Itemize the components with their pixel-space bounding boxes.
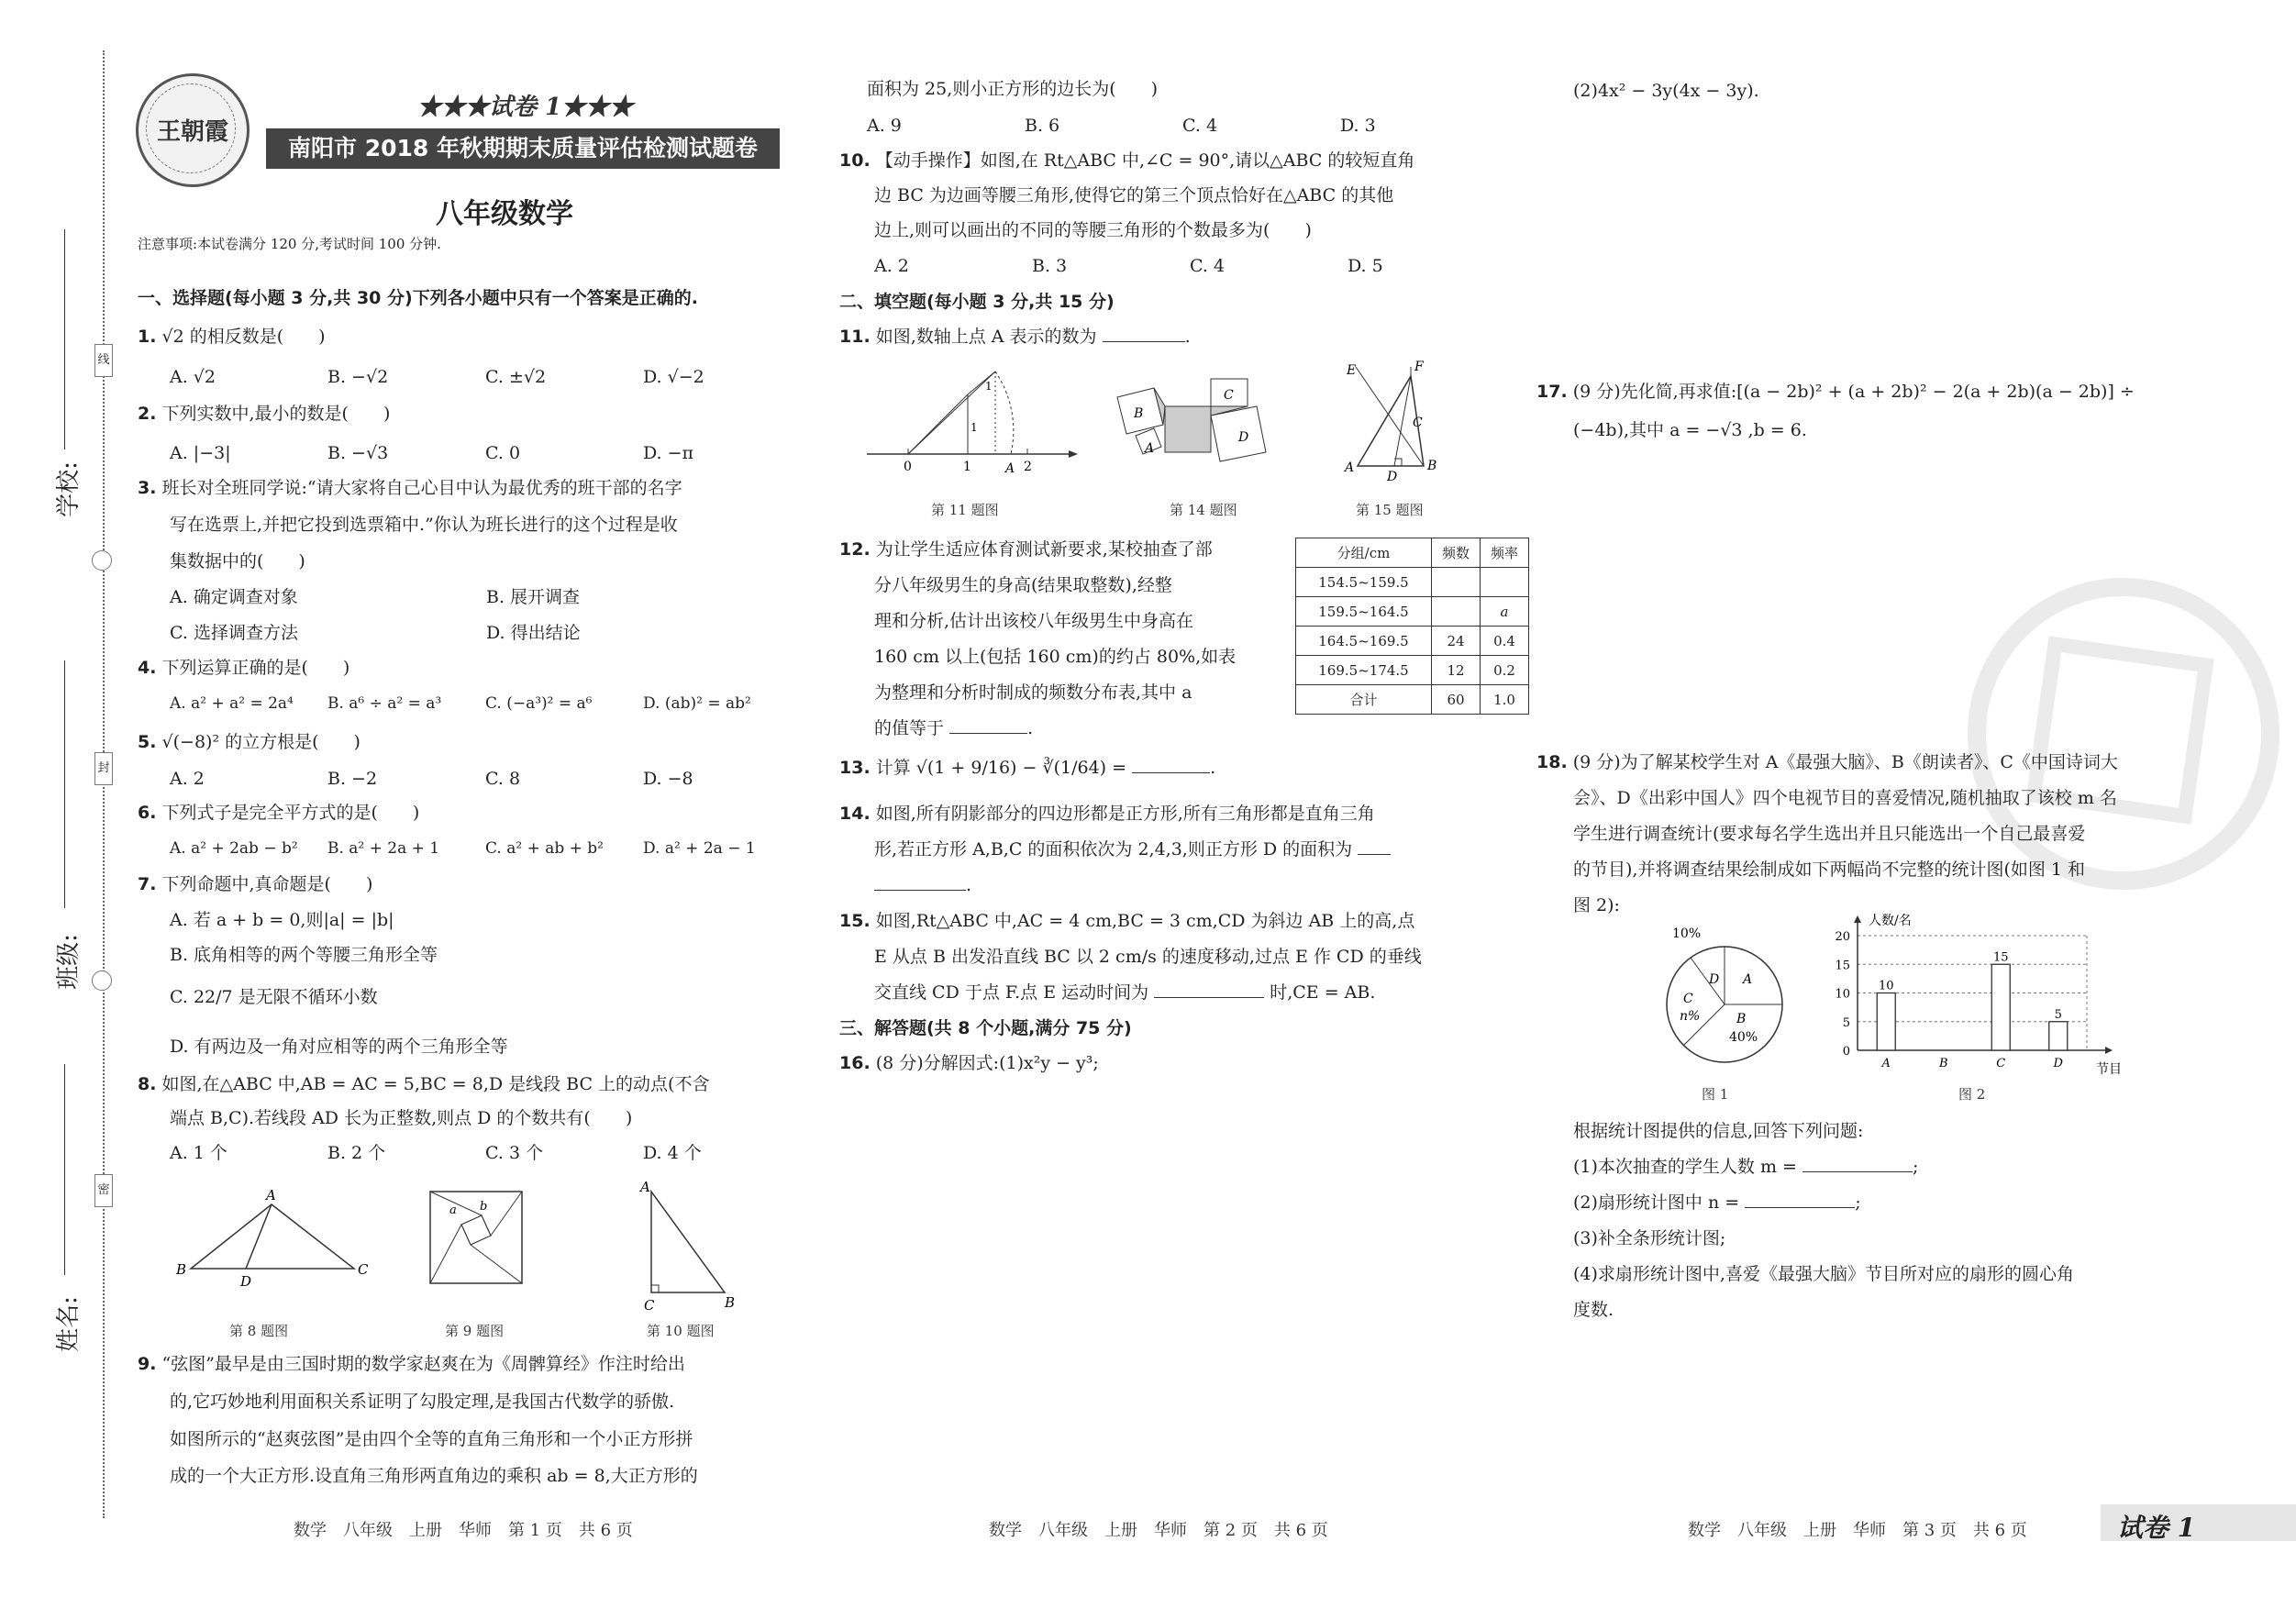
question-10 [839,143,1500,178]
section1-title: 一、选择题(每小题 3 分,共 30 分)下列各小题中只有一个答案是正确的. [138,288,698,308]
q18-line-5: 图 2): [1573,895,1620,915]
q9-number: 9. [138,1354,157,1374]
logo-badge [136,73,250,187]
q5-stem: √(−8)² 的立方根是( ) [161,732,360,752]
question-15 [839,904,1414,938]
question-9 [138,1347,807,1381]
x-tick-label: B [1938,1057,1948,1070]
q10-line-3: 边上,则可以画出的不同的等腰三角形的个数最多为( ) [874,220,1312,240]
data-label: 5 [2054,1007,2062,1022]
fig8-label-b: B [176,1261,187,1278]
q8-line-1: 如图,在△ABC 中,AB = AC = 5,BC = 8,D 是线段 BC 上的动点(不含 [161,1074,710,1094]
q15-answer-blank[interactable] [1154,977,1264,998]
q9-option-b[interactable]: B. 6 [1025,116,1060,136]
question-8 [138,1067,807,1102]
q17-number: 17. [1536,382,1568,402]
logo-text: 王朝霞 [156,118,228,146]
x-tick-label: A [1881,1057,1891,1070]
caption-fig8: 第 8 题图 [229,1323,289,1339]
bar [2049,1022,2068,1050]
fig11-label-0: 0 [904,460,912,474]
fig8-label-a: A [266,1188,276,1203]
binding-circle-1 [92,550,112,571]
bar [1877,993,1895,1051]
y-tick-label: 5 [1842,1015,1850,1030]
fig14-label-b: B [1134,406,1144,421]
q18-line-1: (9 分)为了解某校学生对 A《最强大脑》、B《朗读者》、C《中国诗词大 [1572,752,2118,772]
question-1 [138,319,807,354]
caption-fig11: 第 11 题图 [931,502,999,518]
paper-tag: ★★★试卷 1★★★ [417,94,634,121]
table-cell: 0.2 [1481,656,1529,685]
binding-tag-3: 密 [94,1174,113,1207]
table-row [1296,685,1529,715]
fig9-line-2 [491,1192,522,1236]
q1-stem: √2 的相反数是( ) [161,327,326,347]
q18-m-blank[interactable] [1802,1151,1913,1172]
question-6 [138,795,807,830]
q12-line-6: 的值等于 . [874,711,1033,746]
notice: 注意事项:本试卷满分 120 分,考试时间 100 分钟. [138,236,441,252]
q9-line-1: “弦图”最早是由三国时期的数学家赵爽在为《周髀算经》作注时给出 [161,1354,685,1374]
question-4 [138,650,807,685]
y-tick-label: 15 [1835,959,1850,973]
table-row [1296,627,1529,656]
question-7 [138,867,807,902]
fig11-hyp-2 [908,372,995,454]
q8-options [170,1136,839,1170]
fig11-label-1: 1 [963,460,971,474]
fig15-label-c: C [1413,416,1423,430]
fig10-label-b: B [725,1294,736,1311]
section3-title: 三、解答题(共 8 个小题,满分 75 分) [839,1018,1132,1038]
q18-number: 18. [1536,752,1568,772]
binding-tag-1: 线 [94,344,113,377]
q1-option-b[interactable]: B. −√2 [327,367,389,387]
q10-option-c[interactable]: C. 4 [1190,256,1226,276]
q10-option-b[interactable]: B. 3 [1032,256,1068,276]
table-cell: a [1481,597,1529,627]
q15-line-3-text: 交直线 CD 于点 F.点 E 运动时间为 [874,982,1149,1003]
figure-15 [1339,358,1459,486]
corner-tag [2101,1504,2296,1541]
question-16 [839,1046,1099,1081]
q1-number: 1. [138,327,157,347]
q15-line-1: 如图,Rt△ABC 中,AC = 4 cm,BC = 3 cm,CD 为斜边 AB 上的高,点 [875,911,1415,931]
fig10-right-angle [651,1285,659,1292]
q3-options-row1 [170,580,839,615]
table-cell: 169.5~174.5 [1296,656,1432,685]
x-tick-label: C [1996,1057,2006,1070]
table-cell: 159.5~164.5 [1296,597,1432,627]
question-2 [138,396,807,431]
q4-option-b[interactable]: B. a⁶ ÷ a² = a³ [327,694,442,713]
q5-option-c[interactable]: C. 8 [485,769,521,789]
question-3 [138,471,807,505]
bar-chart-xlabel: 节目 [2096,1062,2122,1077]
pie-label-10pct: 10% [1672,926,1702,941]
subject-title: 八年级数学 [436,198,573,230]
q5-options [170,761,839,796]
question-5 [138,725,807,760]
bar-chart-ylabel: 人数/名 [1869,914,1912,928]
binding-circle-2 [92,970,112,991]
caption-fig14: 第 14 题图 [1170,502,1237,518]
fig9-inner-square [461,1215,491,1245]
q8-option-d[interactable]: D. 4 个 [643,1143,702,1163]
q7-option-c[interactable]: C. 22/7 是无限不循环小数 [170,987,378,1007]
q18-line-4: 的节目),并将调查结果绘制成如下两幅尚不完整的统计图(如图 1 和 [1573,859,2086,880]
q10-line-1: 【动手操作】如图,在 Rt△ABC 中,∠C = 90°,请以△ABC 的较短直角 [875,150,1415,171]
q14-number: 14. [839,804,871,824]
q14-answer-blank-2[interactable] [874,870,966,891]
q18-part1-text: (1)本次抽查的学生人数 m = [1573,1157,1797,1177]
q10-number: 10. [839,150,871,171]
fig10-label-c: C [644,1297,655,1314]
fig14-center-square [1165,406,1211,452]
name-field[interactable] [64,1064,65,1275]
q15-number: 15. [839,911,871,931]
q9-option-a[interactable]: A. 9 [867,116,902,136]
fig15-label-e: E [1347,363,1357,378]
y-tick-label: 0 [1842,1045,1850,1059]
school-label: 学校: [54,461,83,517]
question-13: 13. 计算 √(1 + 9/16) − ∛(1/64) = . [839,750,1215,785]
q4-option-d[interactable]: D. (ab)² = ab² [643,694,751,713]
q16-number: 16. [839,1053,871,1073]
q10-option-a[interactable]: A. 2 [874,256,909,276]
q14-line-3: . [874,868,971,903]
name-label: 姓名: [54,1296,83,1352]
caption-fig9: 第 9 题图 [445,1323,505,1339]
fig14-label-d: D [1238,430,1249,445]
q2-option-c[interactable]: C. 0 [485,443,521,463]
pie-label-d: D [1709,972,1720,987]
table-row [1296,568,1529,597]
q12-number: 12. [839,539,871,560]
banner-title: 南阳市 2018 年秋期期末质量评估检测试题卷 [288,135,758,161]
q12-line-1: 为让学生适应体育测试新要求,某校抽查了部 [875,539,1213,560]
q9-line-2: 的,它巧妙地利用面积关系证明了勾股定理,是我国古代数学的骄傲. [170,1392,675,1412]
q4-number: 4. [138,658,157,678]
q9-option-c[interactable]: C. 4 [1182,116,1218,136]
q18-tail-6: 度数. [1573,1300,1614,1320]
fig15-label-a: A [1345,460,1355,475]
footer-page-3: 数学 八年级 上册 华师 第 3 页 共 6 页 [1688,1521,2027,1540]
q18-n-blank[interactable] [1745,1187,1855,1208]
q18-tail-2: (1)本次抽查的学生人数 m = ; [1573,1149,1918,1184]
q8-option-a[interactable]: A. 1 个 [170,1143,227,1163]
x-tick-label: D [2053,1057,2063,1070]
fig11-leg-label-2: 1 [985,380,993,393]
q14-answer-blank-1[interactable] [1358,834,1391,855]
q7-option-a[interactable]: A. 若 a + b = 0,则|a| = |b| [170,910,394,930]
fig11-label-a: A [1005,461,1015,476]
table-row [1296,656,1529,685]
q16-stem: (8 分)分解因式:(1)x²y − y³; [875,1053,1099,1073]
fig11-arc [995,372,1014,454]
question-12 [839,532,1213,567]
class-field[interactable] [64,660,65,908]
q18-line-3: 学生进行调查统计(要求每名学生选出并且只能选出一个自己最喜爱 [1573,824,2086,844]
q17-line-1: (9 分)先化简,再求值:[(a − 2b)² + (a + 2b)² − 2(a + 2b)(a − 2b)] ÷ [1572,382,2135,402]
table-cell: 154.5~159.5 [1296,568,1432,597]
pie-label-b: B [1736,1012,1747,1026]
q3-option-b[interactable]: B. 展开调查 [486,587,581,607]
fig9-label-b: b [480,1200,488,1214]
question-11: 11. 如图,数轴上点 A 表示的数为 . [839,319,1500,354]
q4-option-c[interactable]: C. (−a³)² = a⁶ [485,694,593,713]
q9-line-3: 如图所示的“赵爽弦图”是由四个全等的直角三角形和一个小正方形拼 [170,1429,693,1449]
q7-stem: 下列命题中,真命题是( ) [161,874,373,894]
q11-number: 11. [839,327,871,347]
fig15-label-d: D [1387,470,1398,484]
table-cell [1432,597,1481,627]
footer-page-2: 数学 八年级 上册 华师 第 2 页 共 6 页 [989,1521,1328,1540]
q10-options [874,249,1535,283]
q3-line-2: 写在选票上,并把它投到选票箱中.”你认为班长进行的这个过程是收 [170,515,678,535]
q1-option-a[interactable]: A. √2 [170,367,216,387]
q14-line-2 [874,832,1391,867]
question-14 [839,796,1375,831]
table-header-cell: 频数 [1432,538,1481,568]
class-label: 班级: [54,934,83,990]
caption-fig10: 第 10 题图 [647,1323,715,1339]
q4-stem: 下列运算正确的是( ) [161,658,350,678]
q15-line-3 [874,975,1375,1010]
q12-line-5: 为整理和分析时制成的频数分布表,其中 a [874,682,1192,703]
q1-option-d[interactable]: D. √−2 [643,367,704,387]
pie-label-c: C [1683,992,1693,1006]
q6-option-b[interactable]: B. a² + 2a + 1 [327,839,440,858]
q18-tail-1: 根据统计图提供的信息,回答下列问题: [1573,1121,1864,1141]
q6-options [170,831,839,866]
q2-stem: 下列实数中,最小的数是( ) [161,404,391,424]
q13-number: 13. [839,758,871,778]
table-header-cell: 分组/cm [1296,538,1432,568]
q3-line-3: 集数据中的( ) [170,551,305,571]
x-axis-arrow [2105,1047,2113,1054]
q2-options [170,436,839,471]
fig9-label-a: a [449,1203,457,1217]
q8-option-b[interactable]: B. 2 个 [327,1143,386,1163]
fig15-label-b: B [1427,459,1437,473]
q14-line-1: 如图,所有阴影部分的四边形都是正方形,所有三角形都是直角三角 [875,804,1375,824]
fig8-label-c: C [358,1261,369,1278]
fig8-triangle [191,1204,354,1269]
caption-fig15: 第 15 题图 [1356,502,1424,518]
table-cell [1432,568,1481,597]
q6-stem: 下列式子是完全平方式的是( ) [161,803,420,823]
table-cell: 0.4 [1481,627,1529,656]
table-header-row [1296,538,1529,568]
q5-option-d[interactable]: D. −8 [643,769,693,789]
figure-9 [427,1188,527,1289]
fig14-label-c: C [1224,388,1234,403]
y-tick-label: 10 [1835,987,1850,1002]
q7-option-d[interactable]: D. 有两边及一角对应相等的两个三角形全等 [170,1037,508,1057]
fig14-label-a: A [1145,441,1155,456]
question-17 [1536,374,2135,409]
q4-options [170,686,839,721]
q13-answer-blank[interactable] [1132,752,1210,773]
q2-number: 2. [138,404,157,424]
figure-10 [633,1179,752,1316]
question-18 [1536,745,2118,780]
figure-8 [174,1188,376,1307]
table-cell: 12 [1432,656,1481,685]
q5-option-a[interactable]: A. 2 [170,769,205,789]
table-cell: 24 [1432,627,1481,656]
q16-part-2: (2)4x² − 3y(4x − 3y). [1573,81,1759,101]
q12-line-6-text: 的值等于 [874,718,945,738]
table-cell: 1.0 [1481,685,1529,715]
fig11-arrow [1069,450,1078,458]
figure-11 [862,353,1092,482]
q14-line-2-text: 形,若正方形 A,B,C 的面积依次为 2,4,3,则正方形 D 的面积为 [874,839,1353,859]
binding-tag-2: 封 [94,752,113,785]
fig11-leg-label-1: 1 [971,421,978,434]
q13-prefix: 计算 [875,758,911,778]
pie-label-40pct: 40% [1729,1030,1758,1045]
caption-figure-1: 图 1 [1702,1086,1729,1103]
q18-tail-3: (2)扇形统计图中 n = ; [1573,1185,1861,1220]
q15-line-2: E 从点 B 出发沿直线 BC 以 2 cm/s 的速度移动,过点 E 作 CD 的垂线 [874,947,1422,967]
data-label: 10 [1878,979,1894,993]
q6-number: 6. [138,803,157,823]
q9-option-d[interactable]: D. 3 [1340,116,1376,136]
q2-option-a[interactable]: A. |−3| [170,443,231,463]
pie-label-a: A [1743,972,1753,987]
q6-option-d[interactable]: D. a² + 2a − 1 [643,839,756,858]
fig9-line-3 [471,1245,522,1283]
table-row [1296,597,1529,627]
frequency-table [1295,538,1529,715]
q12-answer-blank[interactable] [949,713,1027,734]
q5-option-b[interactable]: B. −2 [327,769,378,789]
q18-part2-text: (2)扇形统计图中 n = [1573,1192,1740,1213]
footer-page-1: 数学 八年级 上册 华师 第 1 页 共 6 页 [294,1521,633,1540]
q3-option-c[interactable]: C. 选择调查方法 [170,623,298,643]
q3-number: 3. [138,478,157,498]
school-field[interactable] [64,229,65,449]
title-banner [266,128,780,169]
q5-number: 5. [138,732,157,752]
pie-chart [1647,917,1821,1073]
q18-tail-4: (3)补全条形统计图; [1573,1228,1726,1248]
q2-option-b[interactable]: B. −√3 [327,443,389,463]
caption-figure-2: 图 2 [1958,1086,1986,1103]
pie-label-n: n% [1680,1009,1701,1024]
fig10-label-a: A [640,1179,650,1195]
fig10-triangle [651,1192,725,1292]
q13-expression: √(1 + 9/16) − ∛(1/64) = [915,758,1127,778]
table-cell: 合计 [1296,685,1432,715]
q9-line-4: 成的一个大正方形.设直角三角形两直角边的乘积 ab = 8,大正方形的 [170,1466,698,1486]
q1-option-c[interactable]: C. ±√2 [485,367,547,387]
q3-option-d[interactable]: D. 得出结论 [486,623,581,643]
q3-option-a[interactable]: A. 确定调查对象 [170,587,298,607]
bar-chart [1812,908,2137,1082]
q4-option-a[interactable]: A. a² + a² = 2a⁴ [170,694,294,713]
q11-answer-blank[interactable] [1103,321,1185,342]
q11-stem: 如图,数轴上点 A 表示的数为 [875,327,1097,347]
data-label: 15 [1992,950,2009,965]
section2-title: 二、填空题(每小题 3 分,共 15 分) [839,292,1115,312]
q6-option-c[interactable]: C. a² + ab + b² [485,839,604,858]
q12-line-2: 分八年级男生的身高(结果取整数),经整 [874,575,1172,595]
q6-option-a[interactable]: A. a² + 2ab − b² [170,839,298,858]
q7-option-b[interactable]: B. 底角相等的两个等腰三角形全等 [170,945,438,965]
q17-line-2: (−4b),其中 a = −√3 ,b = 6. [1573,420,1807,440]
q2-option-d[interactable]: D. −π [643,443,694,463]
fig11-label-2: 2 [1024,460,1032,474]
corner-tag-text: 试卷 1 [2117,1513,2196,1543]
bar-chart-marks [1877,950,2068,1070]
bar [1991,964,2010,1050]
q9-continued: 面积为 25,则小正方形的边长为( ) [867,79,1159,99]
fig9-line-4 [430,1225,461,1283]
figure-14 [1101,362,1312,491]
fig8-label-d: D [240,1273,252,1290]
q18-tail-5: (4)求扇形统计图中,喜爱《最强大脑》节目所对应的扇形的圆心角 [1573,1264,2074,1284]
fig15-label-f: F [1414,360,1424,374]
q12-line-3: 理和分析,估计出该校八年级男生中身高在 [874,611,1194,631]
y-tick-label: 20 [1835,930,1850,944]
table-cell: 164.5~169.5 [1296,627,1432,656]
q8-number: 8. [138,1074,157,1094]
q8-line-2: 端点 B,C).若线段 AD 长为正整数,则点 D 的个数共有( ) [170,1108,633,1128]
q3-line-1: 班长对全班同学说:“请大家将自己心目中认为最优秀的班干部的名字 [161,478,682,498]
q1-options [170,360,839,394]
y-axis-arrow [1854,915,1861,923]
q12-line-4: 160 cm 以上(包括 160 cm)的约占 80%,如表 [874,647,1237,667]
q8-option-c[interactable]: C. 3 个 [485,1143,544,1163]
table-cell [1481,568,1529,597]
q15-tail: 时,CE = AB. [1270,982,1376,1003]
q9-options [867,108,1527,143]
table-header-cell: 频率 [1481,538,1529,568]
table-cell: 60 [1432,685,1481,715]
q3-options-row2 [170,616,839,650]
q10-line-2: 边 BC 为边画等腰三角形,使得它的第三个顶点恰好在△ABC 的其他 [874,185,1394,205]
q18-line-2: 会》、D《出彩中国人》四个电视节目的喜爱情况,随机抽取了该校 m 名 [1573,788,2117,808]
q10-option-d[interactable]: D. 5 [1348,256,1383,276]
q7-number: 7. [138,874,157,894]
